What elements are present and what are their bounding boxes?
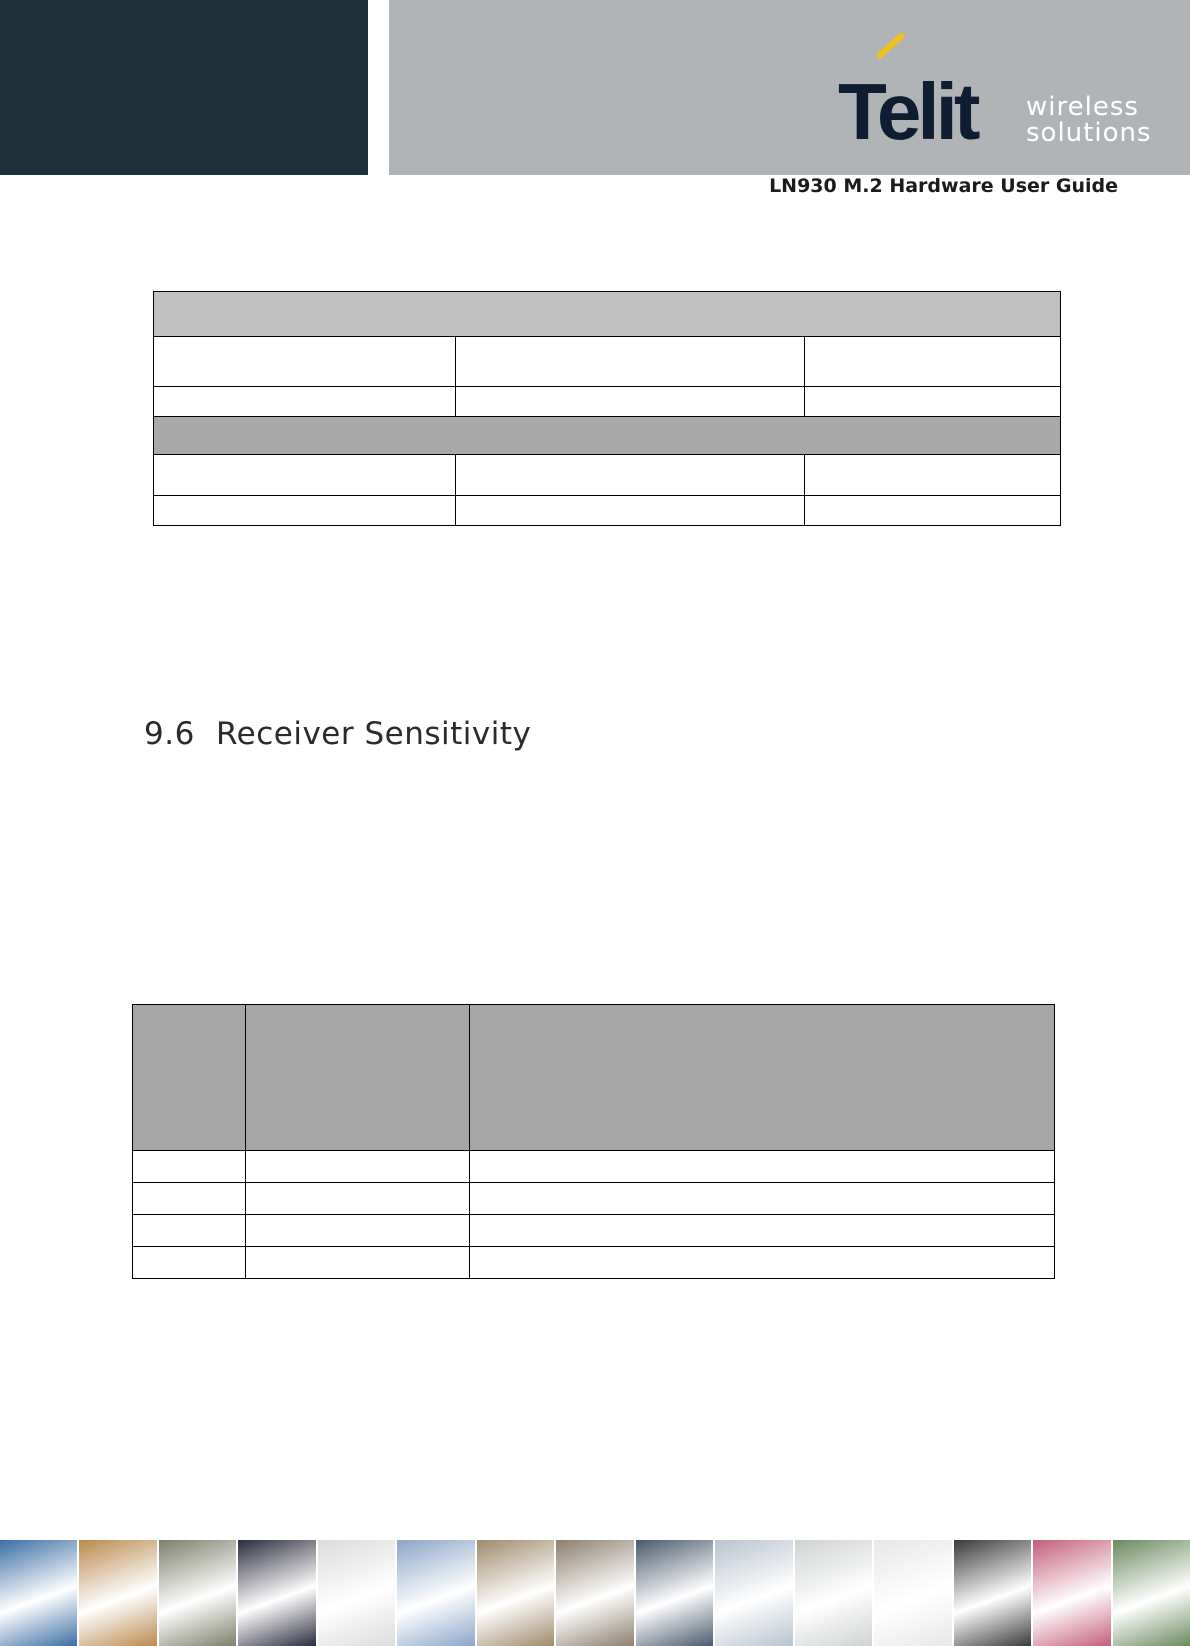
logo-tagline-line2: solutions: [1026, 118, 1152, 148]
table-cell: [245, 1151, 469, 1183]
table-cell: [469, 1183, 1054, 1215]
table-cell: [455, 496, 805, 526]
logo-tagline-line1: wireless: [1026, 92, 1139, 122]
footer-photo-tile: [556, 1540, 633, 1646]
table-header-cell: [133, 1005, 246, 1151]
footer-photo-tile: [715, 1540, 792, 1646]
table-row: [154, 387, 1061, 417]
section-heading: [144, 716, 531, 752]
section-number: 9.6: [144, 716, 195, 752]
table-cell: [245, 1247, 469, 1279]
footer-photo-tile: [954, 1540, 1031, 1646]
table-cell: [133, 1247, 246, 1279]
footer-photo-tile: [795, 1540, 872, 1646]
table-row: [154, 337, 1061, 387]
table-cell: [133, 1183, 246, 1215]
table-cell: [133, 1151, 246, 1183]
table-band-row: [154, 417, 1061, 455]
table-cell: [469, 1151, 1054, 1183]
table-cell: [469, 1247, 1054, 1279]
table-cell: [133, 1215, 246, 1247]
table-cell: [154, 337, 456, 387]
table-cell: [154, 387, 456, 417]
document-title: LN930 M.2 Hardware User Guide: [769, 175, 1118, 197]
footer-photo-tile: [0, 1540, 77, 1646]
table-cell: [455, 455, 805, 496]
table-cell: [805, 387, 1061, 417]
footer-photo-tile: [636, 1540, 713, 1646]
table-cell: [154, 292, 1061, 337]
footer-photo-tile: [1113, 1540, 1190, 1646]
header-dark-panel: [0, 0, 368, 175]
table-cell: [455, 337, 805, 387]
table-cell: [805, 496, 1061, 526]
table-cell: [805, 337, 1061, 387]
table-cell: [469, 1215, 1054, 1247]
footer-photo-tile: [477, 1540, 554, 1646]
table-header-cell: [245, 1005, 469, 1151]
table-cell: [154, 455, 456, 496]
table-cell: [805, 455, 1061, 496]
sensitivity-table: [132, 1004, 1055, 1279]
table-cell: [245, 1183, 469, 1215]
footer-photo-tile: [238, 1540, 315, 1646]
table-row: [154, 496, 1061, 526]
table-row: [133, 1215, 1055, 1247]
table-header-cell: [469, 1005, 1054, 1151]
footer-photo-tile: [159, 1540, 236, 1646]
table-cell: [154, 496, 456, 526]
table-row: [154, 455, 1061, 496]
footer-photo-strip: [0, 1540, 1190, 1646]
table-row: [133, 1183, 1055, 1215]
table-cell: [245, 1215, 469, 1247]
table-cell: [455, 387, 805, 417]
table-cell: [154, 417, 1061, 455]
footer-photo-tile: [874, 1540, 951, 1646]
table-header-row: [133, 1005, 1055, 1151]
logo-tagline: [1026, 94, 1152, 146]
telit-logo: [838, 50, 1168, 156]
table-band-row: [154, 292, 1061, 337]
footer-photo-tile: [79, 1540, 156, 1646]
table-row: [133, 1151, 1055, 1183]
footer-photo-tile: [1033, 1540, 1110, 1646]
section-title: Receiver Sensitivity: [216, 716, 532, 752]
footer-photo-tile: [397, 1540, 474, 1646]
power-table: [153, 291, 1061, 526]
logo-wordmark: Telit: [838, 67, 977, 156]
footer-photo-tile: [318, 1540, 395, 1646]
table-row: [133, 1247, 1055, 1279]
